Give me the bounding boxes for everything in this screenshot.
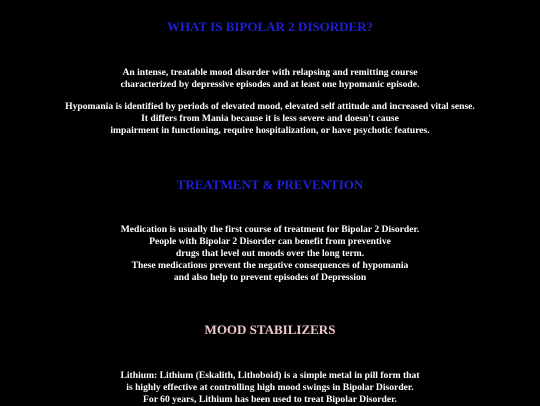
section-heading-treatment-prevention: TREATMENT & PREVENTION <box>176 177 364 192</box>
paragraph-lithium <box>0 370 540 406</box>
paragraph-hypomania <box>0 101 540 137</box>
section-heading-what-is-bipolar-2: WHAT IS BIPOLAR 2 DISORDER? <box>166 19 374 34</box>
text-line: Lithium: Lithium (Eskalith, Lithoboid) is a simple metal in pill form that <box>120 370 420 381</box>
text-line: Medication is usually the first course of treatment for Bipolar 2 Disorder. <box>120 224 420 235</box>
text-line: Hypomania is identified by periods of elevated mood, elevated self attitude and increased vital sense. <box>65 101 475 112</box>
paragraph-medication <box>0 224 540 284</box>
text-line: These medications prevent the negative consequences of hypomania <box>131 260 409 271</box>
text-line: An intense, treatable mood disorder with relapsing and remitting course <box>122 67 418 78</box>
text-line: drugs that level out moods over the long term. <box>175 248 365 259</box>
text-line: characterized by depressive episodes and at least one hypomanic episode. <box>120 79 420 90</box>
text-line: and also help to prevent episodes of Depression <box>173 272 367 283</box>
paragraph-definition <box>0 67 540 91</box>
text-line: People with Bipolar 2 Disorder can benefit from preventive <box>149 236 391 247</box>
text-line: For 60 years, Lithium has been used to treat Bipolar Disorder. <box>143 394 397 405</box>
text-line: impairment in functioning, require hospitalization, or have psychotic features. <box>110 125 430 136</box>
text-line: is highly effective at controlling high mood swings in Bipolar Disorder. <box>126 382 414 393</box>
text-line: It differs from Mania because it is less severe and doesn't cause <box>141 113 399 124</box>
section-heading-mood-stabilizers: MOOD STABILIZERS <box>204 322 336 337</box>
